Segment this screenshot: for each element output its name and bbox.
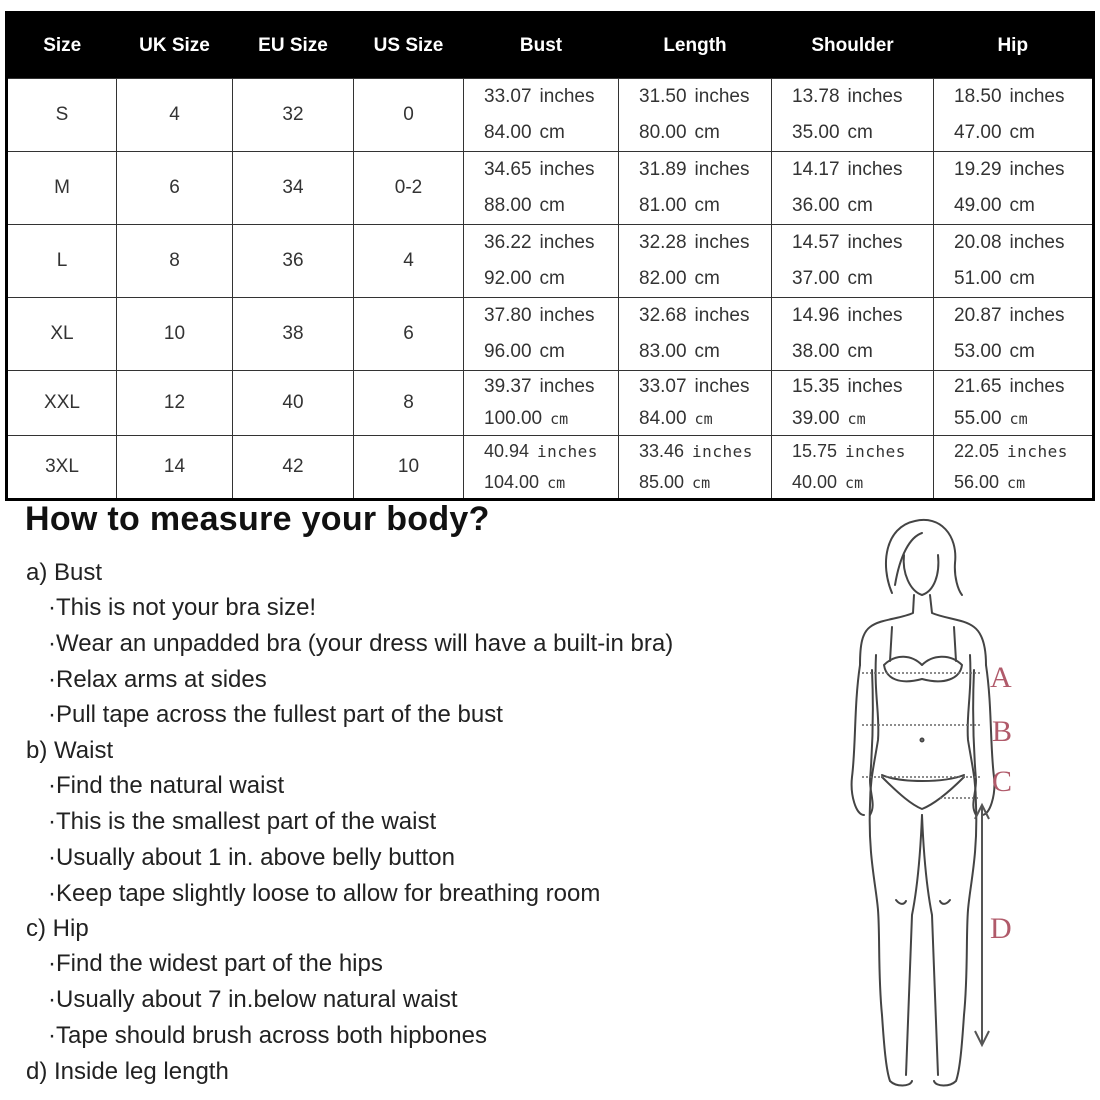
unit-label: cm bbox=[1009, 410, 1028, 428]
unit-label: cm bbox=[694, 195, 720, 216]
shoulder-in-line bbox=[792, 225, 933, 261]
cell-shoulder bbox=[772, 152, 934, 225]
guide-section-heading: a) Bust bbox=[26, 559, 103, 586]
shoulder-in-line bbox=[792, 79, 933, 115]
unit-label: cm bbox=[694, 122, 720, 143]
cell-shoulder bbox=[772, 371, 934, 436]
unit-label: cm bbox=[847, 195, 873, 216]
hip-in-value: 21.65 bbox=[954, 376, 1002, 397]
unit-label: cm bbox=[694, 410, 713, 428]
unit-label: inches bbox=[539, 305, 595, 326]
cell-bust bbox=[464, 79, 619, 152]
cell-uk: 10 bbox=[117, 298, 233, 371]
cell-bust bbox=[464, 436, 619, 500]
bust-cm-line bbox=[484, 115, 618, 151]
unit-label: inches bbox=[692, 442, 753, 461]
unit-label: inches bbox=[694, 86, 750, 107]
hip-cm-value: 53.00 bbox=[954, 341, 1002, 362]
unit-label: cm bbox=[845, 473, 864, 492]
unit-label: inches bbox=[847, 159, 903, 180]
unit-label: cm bbox=[1009, 122, 1035, 143]
hip-cm-line bbox=[954, 115, 1092, 151]
bust-in-value: 37.80 bbox=[484, 305, 532, 326]
header-hip: Hip bbox=[934, 13, 1094, 79]
unit-label: inches bbox=[694, 232, 750, 253]
unit-label: inches bbox=[537, 442, 598, 461]
length-cm-value: 84.00 bbox=[639, 408, 687, 429]
table-row bbox=[7, 371, 1094, 436]
guide-tip: ·Keep tape slightly loose to allow for breathing room bbox=[48, 879, 601, 907]
guide-tip: ·Pull tape across the fullest part of the bust bbox=[48, 701, 503, 729]
shoulder-in-value: 15.75 bbox=[792, 441, 838, 461]
bust-in-line bbox=[484, 298, 618, 334]
hip-in-line bbox=[954, 371, 1092, 403]
length-cm-line bbox=[639, 188, 771, 224]
bust-cm-line bbox=[484, 188, 618, 224]
unit-label: inches bbox=[847, 86, 903, 107]
unit-label: inches bbox=[694, 376, 750, 397]
length-in-value: 31.50 bbox=[639, 86, 687, 107]
bust-in-value: 33.07 bbox=[484, 86, 532, 107]
shoulder-cm-line bbox=[792, 115, 933, 151]
cell-shoulder bbox=[772, 436, 934, 500]
guide-tip: ·This is the smallest part of the waist bbox=[48, 807, 437, 835]
cell-uk: 14 bbox=[117, 436, 233, 500]
cell-hip bbox=[934, 79, 1094, 152]
shoulder-in-line bbox=[792, 298, 933, 334]
unit-label: cm bbox=[550, 410, 569, 428]
cell-hip bbox=[934, 371, 1094, 436]
cell-length bbox=[619, 79, 772, 152]
table-row bbox=[7, 436, 1094, 500]
cell-us: 4 bbox=[354, 225, 464, 298]
unit-label: inches bbox=[1007, 442, 1068, 461]
cell-shoulder bbox=[772, 225, 934, 298]
unit-label: inches bbox=[1009, 305, 1065, 326]
header-bust: Bust bbox=[464, 13, 619, 79]
shoulder-cm-value: 35.00 bbox=[792, 122, 840, 143]
unit-label: inches bbox=[539, 86, 595, 107]
cell-eu: 36 bbox=[233, 225, 354, 298]
cell-length bbox=[619, 152, 772, 225]
figure-labels bbox=[990, 661, 1012, 945]
bust-in-line bbox=[484, 79, 618, 115]
shoulder-cm-line bbox=[792, 403, 933, 435]
shoulder-cm-value: 39.00 bbox=[792, 408, 840, 429]
hip-in-value: 18.50 bbox=[954, 86, 1002, 107]
cell-length bbox=[619, 298, 772, 371]
hip-in-line bbox=[954, 152, 1092, 188]
unit-label: cm bbox=[1009, 341, 1035, 362]
shoulder-in-value: 13.78 bbox=[792, 86, 840, 107]
table-row bbox=[7, 79, 1094, 152]
unit-label: cm bbox=[1009, 195, 1035, 216]
hip-cm-line bbox=[954, 467, 1092, 498]
bust-cm-value: 104.00 bbox=[484, 472, 540, 492]
guide-tip: ·Usually about 1 in. above belly button bbox=[48, 843, 455, 871]
unit-label: inches bbox=[847, 376, 903, 397]
shoulder-in-value: 14.96 bbox=[792, 305, 840, 326]
hip-cm-value: 56.00 bbox=[954, 472, 1000, 492]
unit-label: cm bbox=[847, 410, 866, 428]
cell-hip bbox=[934, 225, 1094, 298]
bust-in-line bbox=[484, 225, 618, 261]
bust-in-value: 40.94 bbox=[484, 441, 530, 461]
header-eu-size: EU Size bbox=[233, 13, 354, 79]
unit-label: inches bbox=[1009, 232, 1065, 253]
shoulder-cm-line bbox=[792, 467, 933, 498]
unit-label: inches bbox=[847, 305, 903, 326]
unit-label: inches bbox=[694, 305, 750, 326]
cell-hip bbox=[934, 152, 1094, 225]
shoulder-cm-value: 38.00 bbox=[792, 341, 840, 362]
guide-section-heading: c) Hip bbox=[26, 915, 89, 943]
guide-section-heading: d) Inside leg length bbox=[26, 1057, 229, 1085]
length-cm-line bbox=[639, 467, 771, 498]
cell-eu: 40 bbox=[233, 371, 354, 436]
bust-in-line bbox=[484, 152, 618, 188]
unit-label: inches bbox=[539, 159, 595, 180]
table-row bbox=[7, 152, 1094, 225]
bust-in-line bbox=[484, 436, 618, 467]
cell-us: 10 bbox=[354, 436, 464, 500]
guide-tip: ·Wear an unpadded bra (your dress will have a built-in bra) bbox=[48, 629, 674, 657]
unit-label: cm bbox=[692, 473, 711, 492]
table-header-row bbox=[7, 13, 1094, 79]
bust-in-line bbox=[484, 371, 618, 403]
unit-label: cm bbox=[539, 268, 565, 289]
hip-cm-value: 55.00 bbox=[954, 408, 1002, 429]
hip-in-value: 20.08 bbox=[954, 232, 1002, 253]
length-cm-line bbox=[639, 403, 771, 435]
shoulder-in-line bbox=[792, 371, 933, 403]
cell-size: S bbox=[7, 79, 117, 152]
cell-uk: 6 bbox=[117, 152, 233, 225]
cell-size: L bbox=[7, 225, 117, 298]
header-length: Length bbox=[619, 13, 772, 79]
unit-label: cm bbox=[539, 341, 565, 362]
shoulder-cm-value: 36.00 bbox=[792, 195, 840, 216]
cell-bust bbox=[464, 298, 619, 371]
measure-guide bbox=[26, 555, 826, 1089]
size-chart-table bbox=[5, 11, 1095, 501]
cell-eu: 32 bbox=[233, 79, 354, 152]
cell-us: 0 bbox=[354, 79, 464, 152]
shoulder-in-value: 15.35 bbox=[792, 376, 840, 397]
unit-label: cm bbox=[547, 473, 566, 492]
unit-label: inches bbox=[539, 376, 595, 397]
header-uk-size: UK Size bbox=[117, 13, 233, 79]
bust-cm-value: 88.00 bbox=[484, 195, 532, 216]
length-in-line bbox=[639, 225, 771, 261]
cell-size: M bbox=[7, 152, 117, 225]
unit-label: inches bbox=[845, 442, 906, 461]
label-a: A bbox=[990, 661, 1012, 694]
cell-length bbox=[619, 436, 772, 500]
unit-label: cm bbox=[539, 195, 565, 216]
hip-in-value: 22.05 bbox=[954, 441, 1000, 461]
bust-cm-line bbox=[484, 403, 618, 435]
cell-shoulder bbox=[772, 298, 934, 371]
bust-cm-value: 84.00 bbox=[484, 122, 532, 143]
guide-tip: ·Usually about 7 in.below natural waist bbox=[48, 986, 458, 1014]
cell-hip bbox=[934, 298, 1094, 371]
label-c: C bbox=[992, 765, 1013, 798]
hip-cm-value: 51.00 bbox=[954, 268, 1002, 289]
header-shoulder: Shoulder bbox=[772, 13, 934, 79]
hip-cm-line bbox=[954, 261, 1092, 297]
length-cm-line bbox=[639, 261, 771, 297]
guide-section-heading: b) Waist bbox=[26, 737, 114, 765]
unit-label: cm bbox=[847, 341, 873, 362]
length-cm-value: 81.00 bbox=[639, 195, 687, 216]
length-cm-line bbox=[639, 334, 771, 370]
unit-label: inches bbox=[1009, 376, 1065, 397]
cell-eu: 34 bbox=[233, 152, 354, 225]
unit-label: inches bbox=[539, 232, 595, 253]
length-cm-value: 85.00 bbox=[639, 472, 685, 492]
bust-in-value: 34.65 bbox=[484, 159, 532, 180]
cell-length bbox=[619, 371, 772, 436]
hip-cm-value: 49.00 bbox=[954, 195, 1002, 216]
table-row bbox=[7, 225, 1094, 298]
shoulder-in-value: 14.57 bbox=[792, 232, 840, 253]
guide-tip: ·Relax arms at sides bbox=[48, 665, 267, 693]
hip-in-line bbox=[954, 298, 1092, 334]
unit-label: cm bbox=[694, 268, 720, 289]
cell-shoulder bbox=[772, 79, 934, 152]
hip-cm-value: 47.00 bbox=[954, 122, 1002, 143]
length-in-value: 33.46 bbox=[639, 441, 685, 461]
cell-size: XL bbox=[7, 298, 117, 371]
cell-uk: 4 bbox=[117, 79, 233, 152]
cell-eu: 42 bbox=[233, 436, 354, 500]
bust-cm-value: 96.00 bbox=[484, 341, 532, 362]
hip-cm-line bbox=[954, 188, 1092, 224]
guide-tip: ·This is not your bra size! bbox=[48, 594, 317, 621]
cell-bust bbox=[464, 152, 619, 225]
bust-cm-value: 100.00 bbox=[484, 408, 543, 429]
label-d: D bbox=[990, 912, 1012, 945]
shoulder-cm-line bbox=[792, 334, 933, 370]
shoulder-in-line bbox=[792, 152, 933, 188]
length-in-value: 32.68 bbox=[639, 305, 687, 326]
length-in-line bbox=[639, 152, 771, 188]
cell-us: 6 bbox=[354, 298, 464, 371]
length-cm-value: 80.00 bbox=[639, 122, 687, 143]
unit-label: inches bbox=[847, 232, 903, 253]
unit-label: cm bbox=[847, 122, 873, 143]
shoulder-in-value: 14.17 bbox=[792, 159, 840, 180]
cell-uk: 12 bbox=[117, 371, 233, 436]
cell-eu: 38 bbox=[233, 298, 354, 371]
unit-label: cm bbox=[1007, 473, 1026, 492]
shoulder-in-line bbox=[792, 436, 933, 467]
label-b: B bbox=[992, 715, 1013, 748]
unit-label: cm bbox=[1009, 268, 1035, 289]
bust-cm-line bbox=[484, 261, 618, 297]
hip-cm-line bbox=[954, 403, 1092, 435]
hip-in-value: 20.87 bbox=[954, 305, 1002, 326]
guide-title: How to measure your body? bbox=[25, 500, 490, 538]
table-body bbox=[7, 79, 1094, 500]
cell-us: 0-2 bbox=[354, 152, 464, 225]
shoulder-cm-line bbox=[792, 188, 933, 224]
bust-cm-line bbox=[484, 334, 618, 370]
length-in-value: 33.07 bbox=[639, 376, 687, 397]
cell-size: XXL bbox=[7, 371, 117, 436]
length-in-line bbox=[639, 436, 771, 467]
shoulder-cm-line bbox=[792, 261, 933, 297]
hip-in-line bbox=[954, 436, 1092, 467]
cell-us: 8 bbox=[354, 371, 464, 436]
hip-in-line bbox=[954, 79, 1092, 115]
unit-label: inches bbox=[1009, 86, 1065, 107]
cell-size: 3XL bbox=[7, 436, 117, 500]
body-figure-illustration bbox=[840, 515, 1070, 1095]
bust-cm-value: 92.00 bbox=[484, 268, 532, 289]
header-us-size: US Size bbox=[354, 13, 464, 79]
cell-bust bbox=[464, 371, 619, 436]
length-cm-line bbox=[639, 115, 771, 151]
shoulder-cm-value: 40.00 bbox=[792, 472, 838, 492]
bust-in-value: 36.22 bbox=[484, 232, 532, 253]
unit-label: cm bbox=[539, 122, 565, 143]
unit-label: cm bbox=[847, 268, 873, 289]
cell-length bbox=[619, 225, 772, 298]
header-size: Size bbox=[7, 13, 117, 79]
cell-bust bbox=[464, 225, 619, 298]
length-in-value: 31.89 bbox=[639, 159, 687, 180]
length-cm-value: 83.00 bbox=[639, 341, 687, 362]
unit-label: cm bbox=[694, 341, 720, 362]
hip-in-line bbox=[954, 225, 1092, 261]
guide-tip: ·Find the widest part of the hips bbox=[48, 950, 383, 978]
length-in-line bbox=[639, 298, 771, 334]
unit-label: inches bbox=[694, 159, 750, 180]
hip-in-value: 19.29 bbox=[954, 159, 1002, 180]
length-in-line bbox=[639, 371, 771, 403]
cell-uk: 8 bbox=[117, 225, 233, 298]
bust-in-value: 39.37 bbox=[484, 376, 532, 397]
unit-label: inches bbox=[1009, 159, 1065, 180]
bust-cm-line bbox=[484, 467, 618, 498]
guide-tip: ·Tape should brush across both hipbones bbox=[48, 1021, 487, 1049]
hip-cm-line bbox=[954, 334, 1092, 370]
cell-hip bbox=[934, 436, 1094, 500]
length-in-value: 32.28 bbox=[639, 232, 687, 253]
shoulder-cm-value: 37.00 bbox=[792, 268, 840, 289]
guide-tip: ·Find the natural waist bbox=[48, 772, 285, 800]
table-row bbox=[7, 298, 1094, 371]
length-cm-value: 82.00 bbox=[639, 268, 687, 289]
length-in-line bbox=[639, 79, 771, 115]
